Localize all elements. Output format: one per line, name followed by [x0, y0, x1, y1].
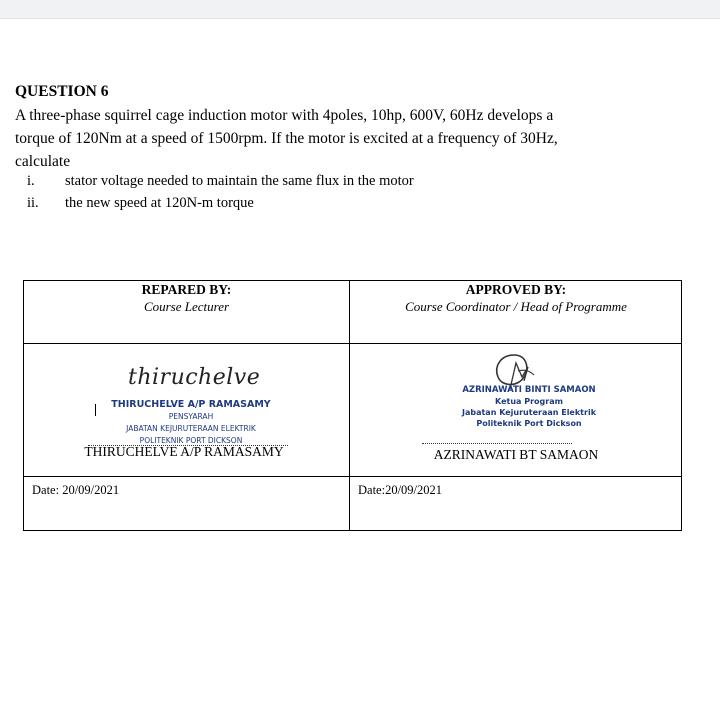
- stamp-title: Ketua Program: [495, 397, 563, 406]
- stamp-institution: POLITEKNIK PORT DICKSON: [139, 436, 243, 445]
- stamp-name: THIRUCHELVE A/P RAMASAMY: [111, 399, 271, 410]
- question-title: QUESTION 6: [15, 83, 109, 100]
- prepared-date: Date: 20/09/2021: [32, 483, 120, 497]
- stamp-name: AZRINAWATI BINTI SAMAON: [462, 385, 596, 395]
- stamp-institution: Politeknik Port Dickson: [476, 419, 582, 428]
- prepared-official-stamp: [76, 399, 306, 445]
- approved-by-label: APPROVED BY:: [465, 282, 567, 297]
- row-divider: [24, 343, 681, 344]
- prepared-handwritten-signature: thiruchelve: [128, 365, 261, 390]
- approved-printed-name: AZRINAWATI BT SAMAON: [433, 447, 599, 462]
- subquestion-item: [27, 173, 414, 190]
- approved-official-stamp: [404, 385, 654, 428]
- prepared-by-label: REPARED BY:: [141, 282, 232, 297]
- subquestion-number: ii.: [27, 195, 39, 211]
- stamp-department: Jabatan Kejuruteraan Elektrik: [461, 408, 597, 417]
- viewer-top-bar: [0, 0, 720, 19]
- subquestion-number: i.: [27, 173, 35, 189]
- question-body: [15, 104, 705, 173]
- approved-role: Course Coordinator / Head of Programme: [405, 299, 627, 314]
- prepared-printed-name: THIRUCHELVE A/P RAMASAMY: [84, 444, 284, 459]
- subquestion-text: stator voltage needed to maintain the same flux in the motor: [65, 173, 414, 189]
- prepared-role: Course Lecturer: [143, 299, 230, 314]
- question-line-1: A three-phase squirrel cage induction motor with 4poles, 10hp, 600V, 60Hz develops a: [15, 107, 554, 124]
- subquestion-text: the new speed at 120N-m torque: [65, 195, 254, 211]
- column-divider: [349, 281, 350, 530]
- question-line-3: calculate: [15, 153, 71, 170]
- stamp-title: PENSYARAH: [168, 412, 214, 421]
- subquestion-item: [27, 195, 254, 212]
- approved-date: Date:20/09/2021: [358, 483, 443, 497]
- question-line-2: torque of 120Nm at a speed of 1500rpm. If the motor is excited at a frequency of 30Hz,: [15, 130, 558, 147]
- stamp-department: JABATAN KEJURUTERAAN ELEKTRIK: [126, 424, 256, 433]
- signature-dotted-line: [422, 443, 572, 444]
- signoff-table: [23, 280, 682, 531]
- row-divider: [24, 476, 681, 477]
